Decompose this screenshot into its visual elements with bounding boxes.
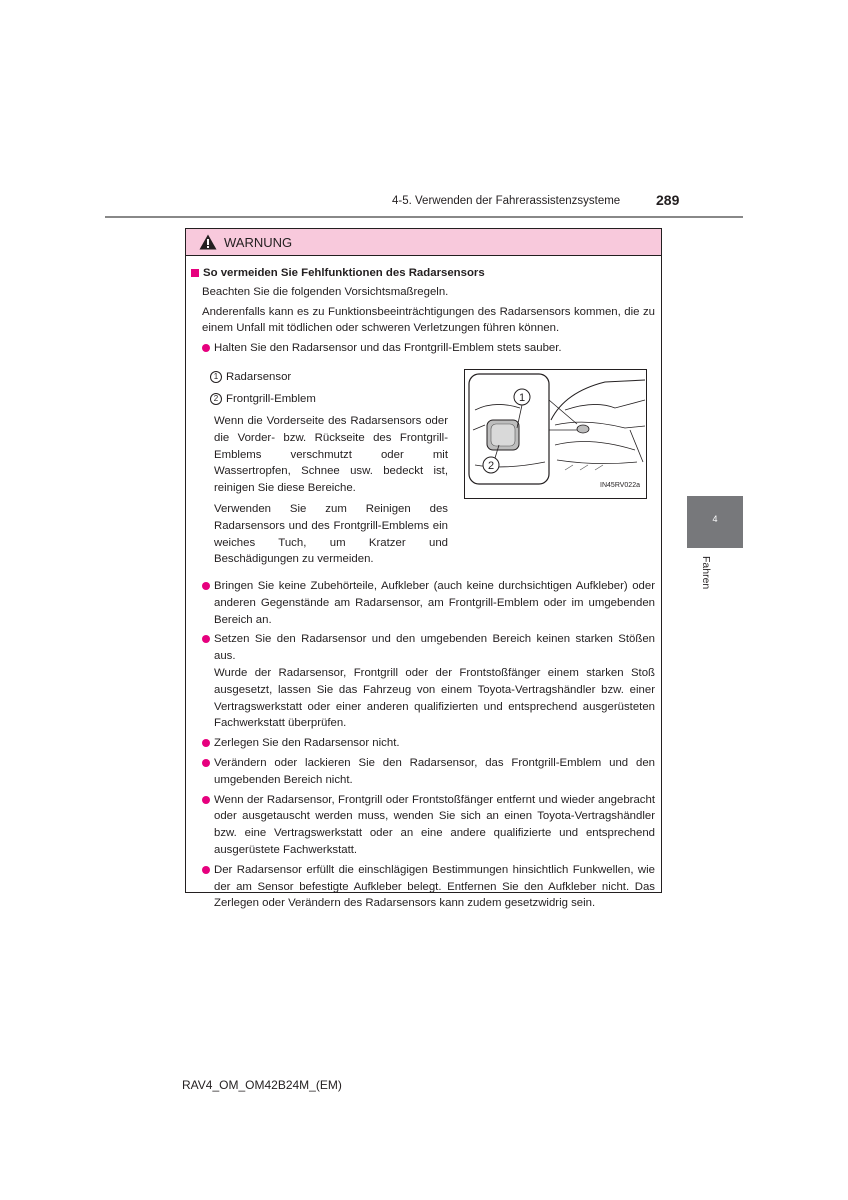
cleaning-paragraph-2: Verwenden Sie zum Reinigen des Radarsensors und des Frontgrill-Emblems ein weiches Tuch, um Kratzer und Beschädigungen zu vermeiden.: [214, 502, 448, 566]
document-code: RAV4_OM_OM42B24M_(EM): [182, 1078, 342, 1092]
bullet-dot-icon: [202, 796, 210, 804]
bullet-dot-icon: [202, 344, 210, 352]
bullet-dot-icon: [202, 739, 210, 747]
callout-number-2: 2: [487, 459, 495, 472]
chapter-label: Fahren: [700, 556, 712, 590]
bullet-text: Wenn der Radarsensor, Frontgrill oder Frontstoßfänger entfernt und wieder angebracht oder ausgetauscht werden muss, wenden Sie sich an einen Toyota-Vertragshändler bzw. eine Vertragswerkstatt oder an eine andere qualifizierte und entsprechend ausgerüstete Fachwerkstatt.: [214, 793, 655, 856]
car-emblem: [577, 425, 589, 433]
bullet-dot-icon: [202, 635, 210, 643]
car-front-illustration: [464, 369, 647, 499]
bullet-item: [214, 792, 655, 859]
bullet-text: Verändern oder lackieren Sie den Radarsensor, das Frontgrill-Emblem und den umgebenden Bereich nicht.: [214, 756, 655, 786]
bullet-text: Halten Sie den Radarsensor und das Frontgrill-Emblem stets sauber.: [214, 342, 562, 355]
emblem-shape: [491, 424, 515, 446]
bullet-continuation: Wurde der Radarsensor, Frontgrill oder der Frontstoßfänger einem starken Stoß ausgesetzt, lassen Sie das Fahrzeug von einem Toyota-Vertragshändler bzw. einer Vertragswerkstatt oder einer anderen qualifizierten und entsprechend ausgerüsteten Fachwerkstatt überprüfen.: [214, 666, 655, 730]
bullet-dot-icon: [202, 866, 210, 874]
bullet-dot-icon: [202, 759, 210, 767]
square-bullet-icon: [191, 269, 199, 277]
callout-number-1: 1: [518, 391, 526, 404]
car-grill-mid: [555, 441, 635, 450]
car-bumper: [557, 460, 637, 464]
car-headlight: [565, 400, 645, 410]
circled-number: 2: [210, 393, 222, 405]
warning-triangle-icon: [199, 234, 217, 250]
warning-box: [185, 228, 662, 910]
bullet-item: [214, 340, 655, 357]
bullet-item: [214, 631, 655, 732]
legend-label: Radarsensor: [226, 370, 292, 383]
car-side-edge: [630, 430, 643, 462]
chapter-tab[interactable]: [687, 496, 743, 548]
section-title: 4-5. Verwenden der Fahrerassistenzsysteme: [392, 195, 621, 207]
intro-paragraph-1: Beachten Sie die folgenden Vorsichtsmaßregeln.: [202, 285, 449, 298]
bullet-text: Bringen Sie keine Zubehörteile, Aufkleber (auch keine durchsichtigen Aufkleber) oder anderen Gegenstände am Radarsensor, am Frontgrill-Emblem oder im umgebenden Bereich an.: [214, 579, 655, 626]
bullet-dot-icon: [202, 582, 210, 590]
bullet-item: [214, 735, 655, 752]
grill-edge: [473, 425, 485, 430]
legend-item-radarsensor: [202, 369, 448, 387]
circled-number: 1: [210, 371, 222, 383]
bullet-text: Der Radarsensor erfüllt die einschlägigen Bestimmungen hinsichtlich Funkwellen, wie der am Sensor befestigte Aufkleber belegt. Entfernen Sie den Aufkleber nicht. Das Zerlegen oder Verändern des Radarsensors kann zudem gesetzwidrig sein.: [214, 863, 655, 910]
car-grill-top: [555, 422, 645, 428]
warning-content: [186, 265, 661, 912]
legend-label: Frontgrill-Emblem: [226, 392, 316, 405]
page-number: 289: [656, 192, 680, 208]
figure-section: [186, 365, 661, 575]
subheading: [186, 265, 661, 282]
bullet-item: [214, 755, 655, 789]
figure-code: IN45RV022a: [600, 482, 640, 490]
intro-paragraph-2: Anderenfalls kann es zu Funktionsbeeinträchtigungen des Radarsensors kommen, die zu einem Unfall mit tödlichen oder schweren Verletzungen führen können.: [202, 305, 655, 335]
bullet-text: Setzen Sie den Radarsensor und den umgebenden Bereich keinen starken Stößen aus.: [214, 633, 655, 663]
chapter-number: 4: [712, 514, 718, 524]
figure-description: [202, 365, 448, 568]
cleaning-paragraph-1: Wenn die Vorderseite des Radarsensors oder die Vorder- bzw. Rückseite des Frontgrill-Emblems verschmutzt oder mit Wassertropfen, Schnee usw. bedeckt ist, reinigen Sie diese Bereiche.: [214, 414, 448, 495]
car-vents: [565, 465, 603, 470]
bullet-item: [214, 578, 655, 628]
callout-line-1: [517, 405, 522, 428]
bullet-item: [214, 862, 655, 912]
bullet-text: Zerlegen Sie den Radarsensor nicht.: [214, 737, 400, 750]
header-divider: [105, 216, 743, 218]
legend-item-emblem: [202, 391, 448, 409]
subheading-text: So vermeiden Sie Fehlfunktionen des Radarsensors: [203, 267, 485, 279]
warning-title: WARNUNG: [224, 234, 293, 250]
warning-header: [186, 229, 661, 256]
grill-line: [475, 404, 520, 410]
